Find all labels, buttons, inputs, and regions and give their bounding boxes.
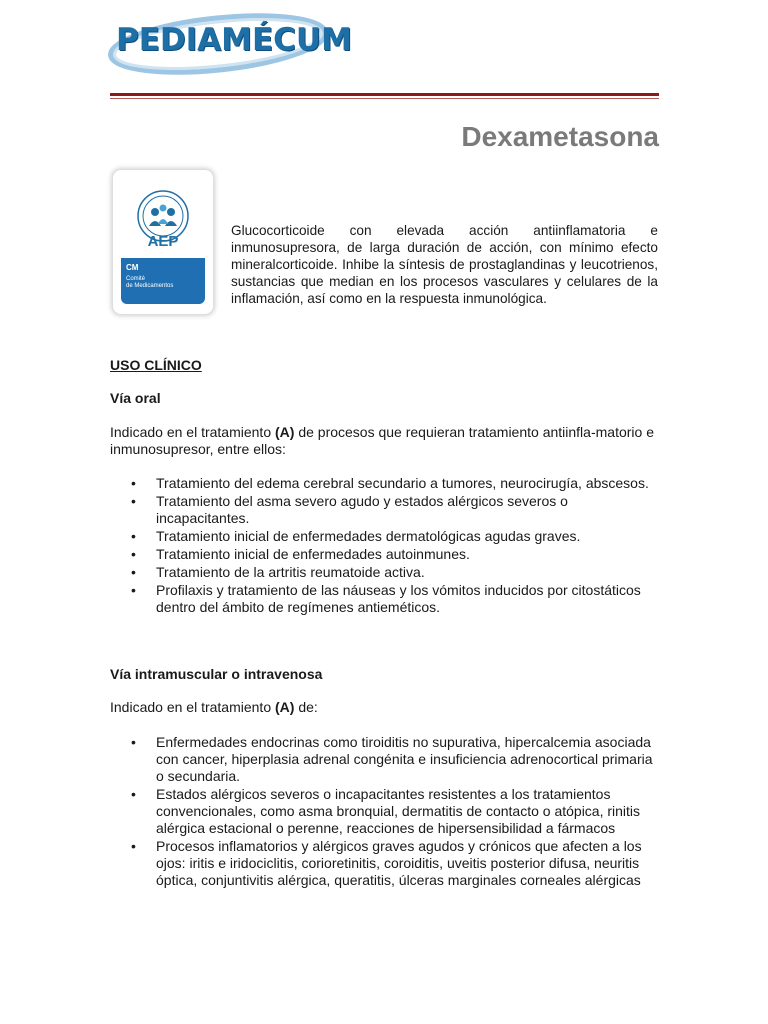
evidence-grade: (A) [275,424,295,440]
header-rule [110,93,659,96]
badge-committee-panel [121,258,205,304]
list-item: • Tratamiento de la artritis reumatoide activa. [110,564,658,581]
drug-description: Glucocorticoide con elevada acción antiinflamatoria e inmunosupresora, de larga duración de acción, con mínimo efecto mineralcorticoide. Inhibe la síntesis de prostaglandinas y leucotrienos, sustancias que median en los procesos vasculares y celulares de la inflamación, así como en la respuesta inmunológica. [231,223,658,306]
badge-acronym: AEP [147,233,179,250]
list-item: • Profilaxis y tratamiento de las náuseas y los vómitos inducidos por citostáticos dentro del ámbito de regímenes antieméticos. [110,582,658,616]
subsection-heading-via-oral: Vía oral [110,390,161,406]
oral-indications-list [110,475,658,617]
list-item: • Tratamiento del asma severo agudo y estados alérgicos severos o incapacitantes. [110,493,658,527]
header-rule-thin [110,98,659,99]
oral-indication-text: Indicado en el tratamiento (A) de procesos que requieran tratamiento antiinfla-matorio e inmunosupresor, entre ellos: [110,424,654,457]
list-item: • Tratamiento del edema cerebral secundario a tumores, neurocirugía, abscesos. [110,475,658,492]
parenteral-indication-text: Indicado en el tratamiento (A) de: [110,699,318,715]
aep-badge [113,170,213,314]
pediamecum-logo [108,6,358,78]
parenteral-indications-list [110,734,658,890]
evidence-grade: (A) [275,699,295,715]
list-item: • Procesos inflamatorios y alérgicos graves agudos y crónicos que afecten a los ojos: iritis e iridociclitis, corioretinitis, coroiditis, uveitis posterior difusa, neuritis óptica, conjuntivitis alérgica, queratitis, úlceras marginales corneales alérgicas [110,838,658,889]
list-item: • Estados alérgicos severos o incapacitantes resistentes a los tratamientos convencionales, como asma bronquial, dermatitis de contacto o atópica, rinitis alérgica estacional o perenne, reacciones de hipersensibilidad a fármacos [110,786,658,837]
subsection-heading-via-parenteral: Vía intramuscular o intravenosa [110,666,323,682]
badge-cm: CM [126,263,139,272]
section-heading-uso-clinico: USO CLÍNICO [110,357,202,373]
list-item: • Tratamiento inicial de enfermedades dermatológicas agudas graves. [110,528,658,545]
badge-committee-label: Comité de Medicamentos [126,276,174,289]
list-item: • Tratamiento inicial de enfermedades autoinmunes. [110,546,658,563]
page-title: Dexametasona [461,121,659,152]
list-item: • Enfermedades endocrinas como tiroiditis no supurativa, hipercalcemia asociada con cancer, hiperplasia adrenal congénita e insuficiencia adrenocortical primaria o secundaria. [110,734,658,785]
logo-text: PEDIAMÉCUM [116,22,352,58]
